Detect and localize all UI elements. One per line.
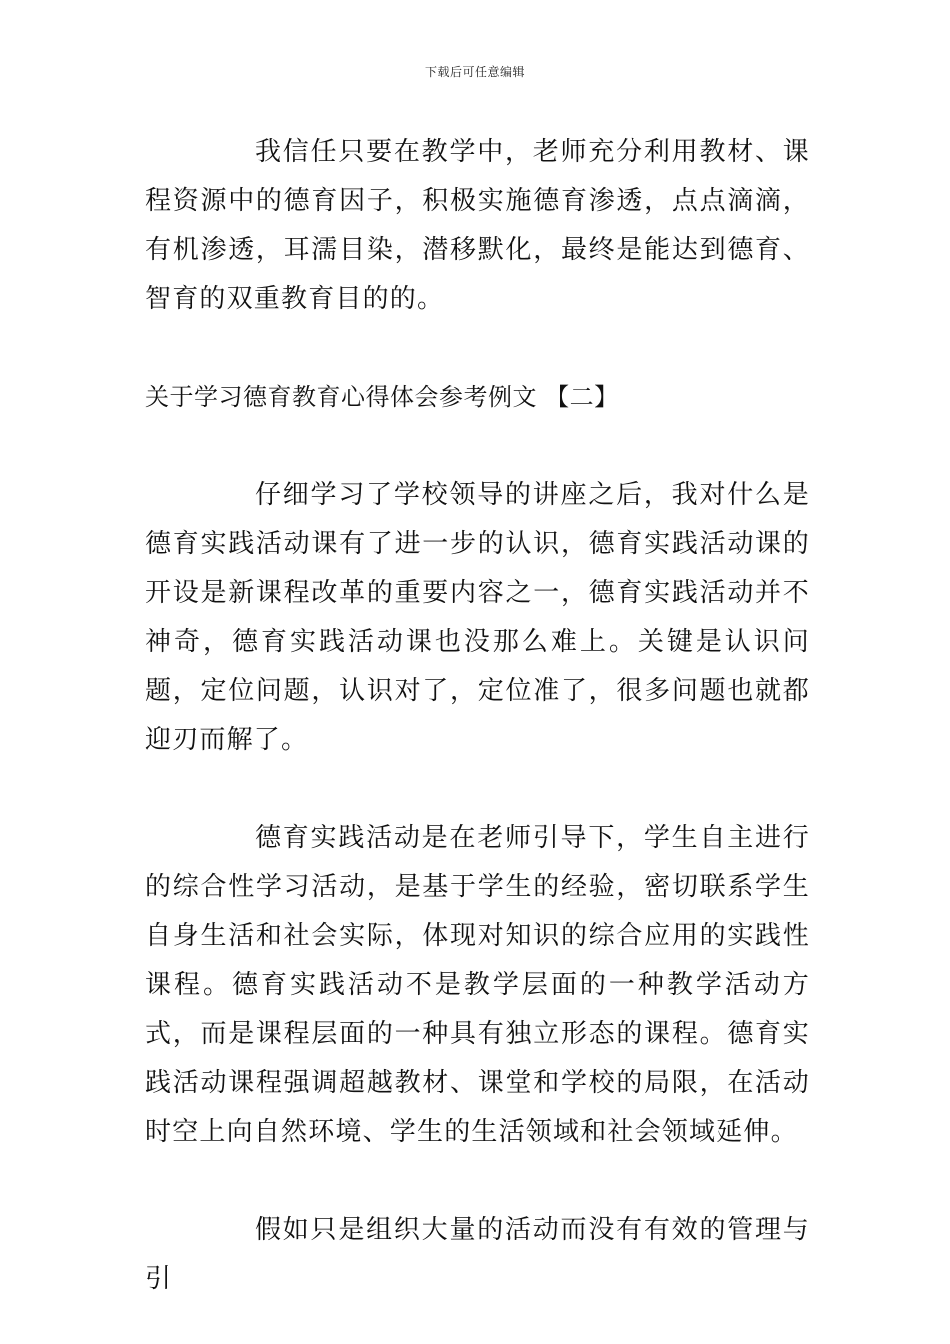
section-heading: 关于学习德育教育心得体会参考例文 【二】 xyxy=(145,383,619,411)
paragraph-intro: 仔细学习了学校领导的讲座之后，我对什么是德育实践活动课有了进一步的认识，德育实践活动课的开设是新课程改革的重要内容之一，德育实践活动并不神奇，德育实践活动课也没那么难上。关键是认识问题，定位问题，认识对了，定位准了，很多问题也就都迎刃而解了。 xyxy=(145,480,810,755)
page-header: 下载后可任意编辑 xyxy=(424,65,525,79)
paragraph-conclusion: 我信任只要在教学中，老师充分利用教材、课程资源中的德育因子，积极实施德育渗透，点点滴滴，有机渗透，耳濡目染，潜移默化，最终是能达到德育、智育的双重教育目的的。 xyxy=(145,137,810,314)
document-body xyxy=(145,128,810,1304)
paragraph-continued: 假如只是组织大量的活动而没有有效的管理与引 xyxy=(145,1215,810,1294)
paragraph-definition: 德育实践活动是在老师引导下，学生自主进行的综合性学习活动，是基于学生的经验，密切联系学生自身生活和社会实际，体现对知识的综合应用的实践性课程。德育实践活动不是教学层面的一种教学活动方式，而是课程层面的一种具有独立形态的课程。德育实践活动课程强调超越教材、课堂和学校的局限，在活动时空上向自然环境、学生的生活领域和社会领域延伸。 xyxy=(145,823,810,1147)
